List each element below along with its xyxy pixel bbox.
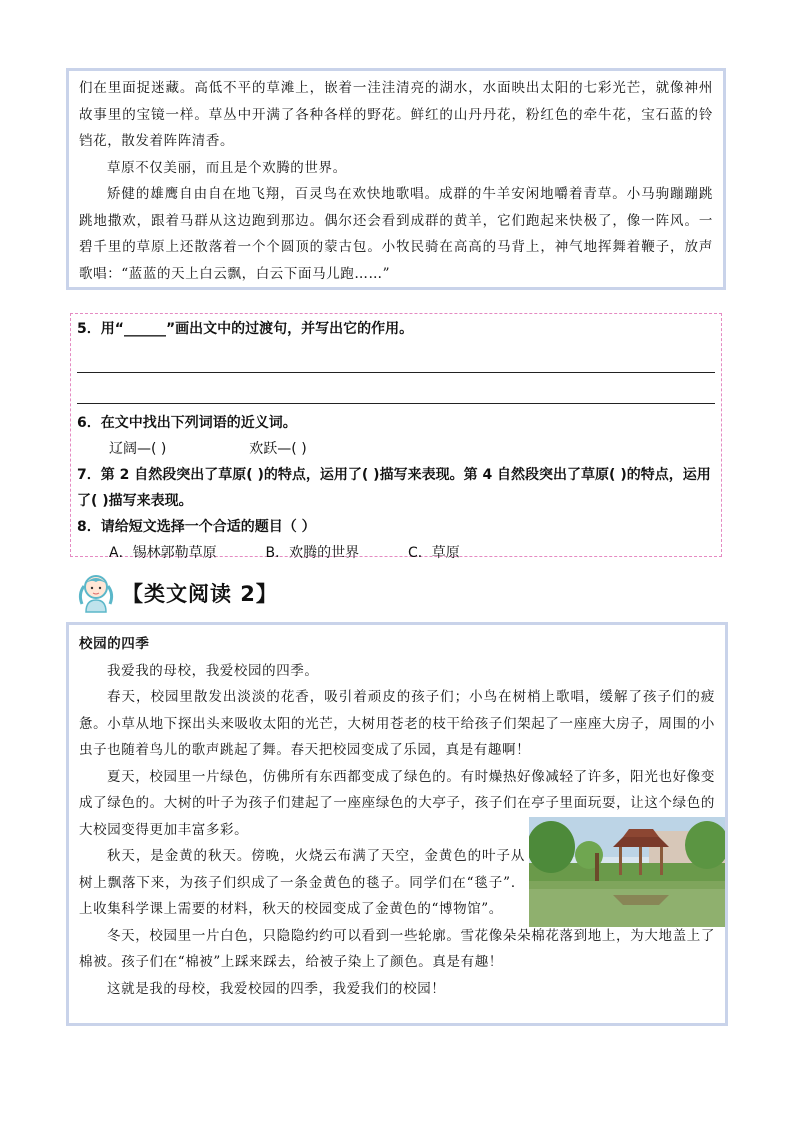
passage-2-paragraph: 春天，校园里散发出淡淡的花香，吸引着顽皮的孩子们；小鸟在树梢上歌唱，缓解了孩子们的疲惫。小草从地下探出头来吸收太阳的光芒，大树用苍老的枝干给孩子们架起了一座座大房子，周围的小虫子也随着鸟儿的歌声跳起了舞。春天把校园变成了乐园，真是有趣啊！	[79, 689, 715, 758]
section-2-title: 【类文阅读 2】	[122, 582, 278, 606]
passage-2-paragraph: 我爱我的母校，我爱校园的四季。	[107, 662, 319, 679]
answer-line[interactable]	[77, 342, 715, 373]
q8-option-a[interactable]: A．锡林郭勒草原	[109, 545, 217, 561]
questions-box	[70, 313, 722, 561]
girl-avatar-icon	[76, 570, 116, 614]
question-5: 5．用“______”画出文中的过渡句，并写出它的作用。	[77, 321, 414, 337]
passage-1-box	[66, 68, 726, 290]
question-8-options	[77, 540, 715, 566]
passage-2-paragraph: 冬天，校园里一片白色，只隐隐约约可以看到一些轮廓。雪花像朵朵棉花落到地上，为大地盖上了棉被。孩子们在“棉被”上踩来踩去，给被子染上了颜色。真是有趣！	[79, 927, 715, 970]
campus-pavilion-photo	[529, 817, 725, 927]
question-6-items	[77, 436, 715, 462]
passage-2-paragraph: 夏天，校园里一片绿色，仿佛所有东西都变成了绿色的。有时燥热好像减轻了许多，阳光也好像变成了绿色的。大树的叶子为孩子们建起了一座座绿色的大亭子，孩子们在亭子里面玩耍，让这个绿色的大校园变得更加丰富多彩。	[79, 768, 715, 838]
section-2-header	[72, 570, 372, 616]
q6-item-2[interactable]: 欢跃—( )	[249, 441, 307, 457]
passage-2-title: 校园的四季	[79, 636, 150, 652]
passage-2-paragraph: 秋天，是金黄的秋天。傍晚，火烧云布满了天空，金黄色的叶子从树上飘落下来，为孩子们织成了一条金黄色的毯子。同学们在“毯子”．上收集科学课上需要的材料，秋天的校园变成了金黄色的“博物馆”。	[79, 848, 525, 917]
q8-option-c[interactable]: C．草原	[408, 545, 460, 561]
answer-line[interactable]	[77, 373, 715, 404]
q8-option-b[interactable]: B．欢腾的世界	[265, 545, 360, 561]
question-6: 6．在文中找出下列词语的近义词。	[77, 415, 297, 431]
passage-1-paragraph: 矫健的雄鹰自由自在地飞翔，百灵鸟在欢快地歌唱。成群的牛羊安闲地嚼着青草。小马驹蹦蹦跳跳地撒欢，跟着马群从这边跑到那边。偶尔还会看到成群的黄羊，它们跑起来快极了，像一阵风。一碧千里的草原上还散落着一个个圆顶的蒙古包。小牧民骑在高高的马背上，神气地挥舞着鞭子，放声歌唱：“蓝蓝的天上白云飘，白云下面马儿跑……”	[79, 186, 713, 282]
question-8: 8．请给短文选择一个合适的题目（ ）	[77, 519, 316, 535]
passage-1-paragraph: 们在里面捉迷藏。高低不平的草滩上，嵌着一洼洼清亮的湖水，水面映出太阳的七彩光芒，就像神州故事里的宝镜一样。草丛中开满了各种各样的野花。鲜红的山丹丹花，粉红色的牵牛花，宝石蓝的铃铛花，散发着阵阵清香。	[79, 80, 713, 149]
q6-item-1[interactable]: 辽阔—( )	[109, 441, 167, 457]
passage-1-paragraph: 草原不仅美丽，而且是个欢腾的世界。	[107, 159, 347, 176]
passage-2-paragraph: 这就是我的母校，我爱校园的四季，我爱我们的校园！	[107, 980, 446, 997]
passage-2-box	[66, 622, 728, 1026]
question-7: 7．第 2 自然段突出了草原( )的特点，运用了( )描写来表现。第 4 自然段突出了草原( )的特点，运用了( )描写来表现。	[77, 467, 711, 509]
